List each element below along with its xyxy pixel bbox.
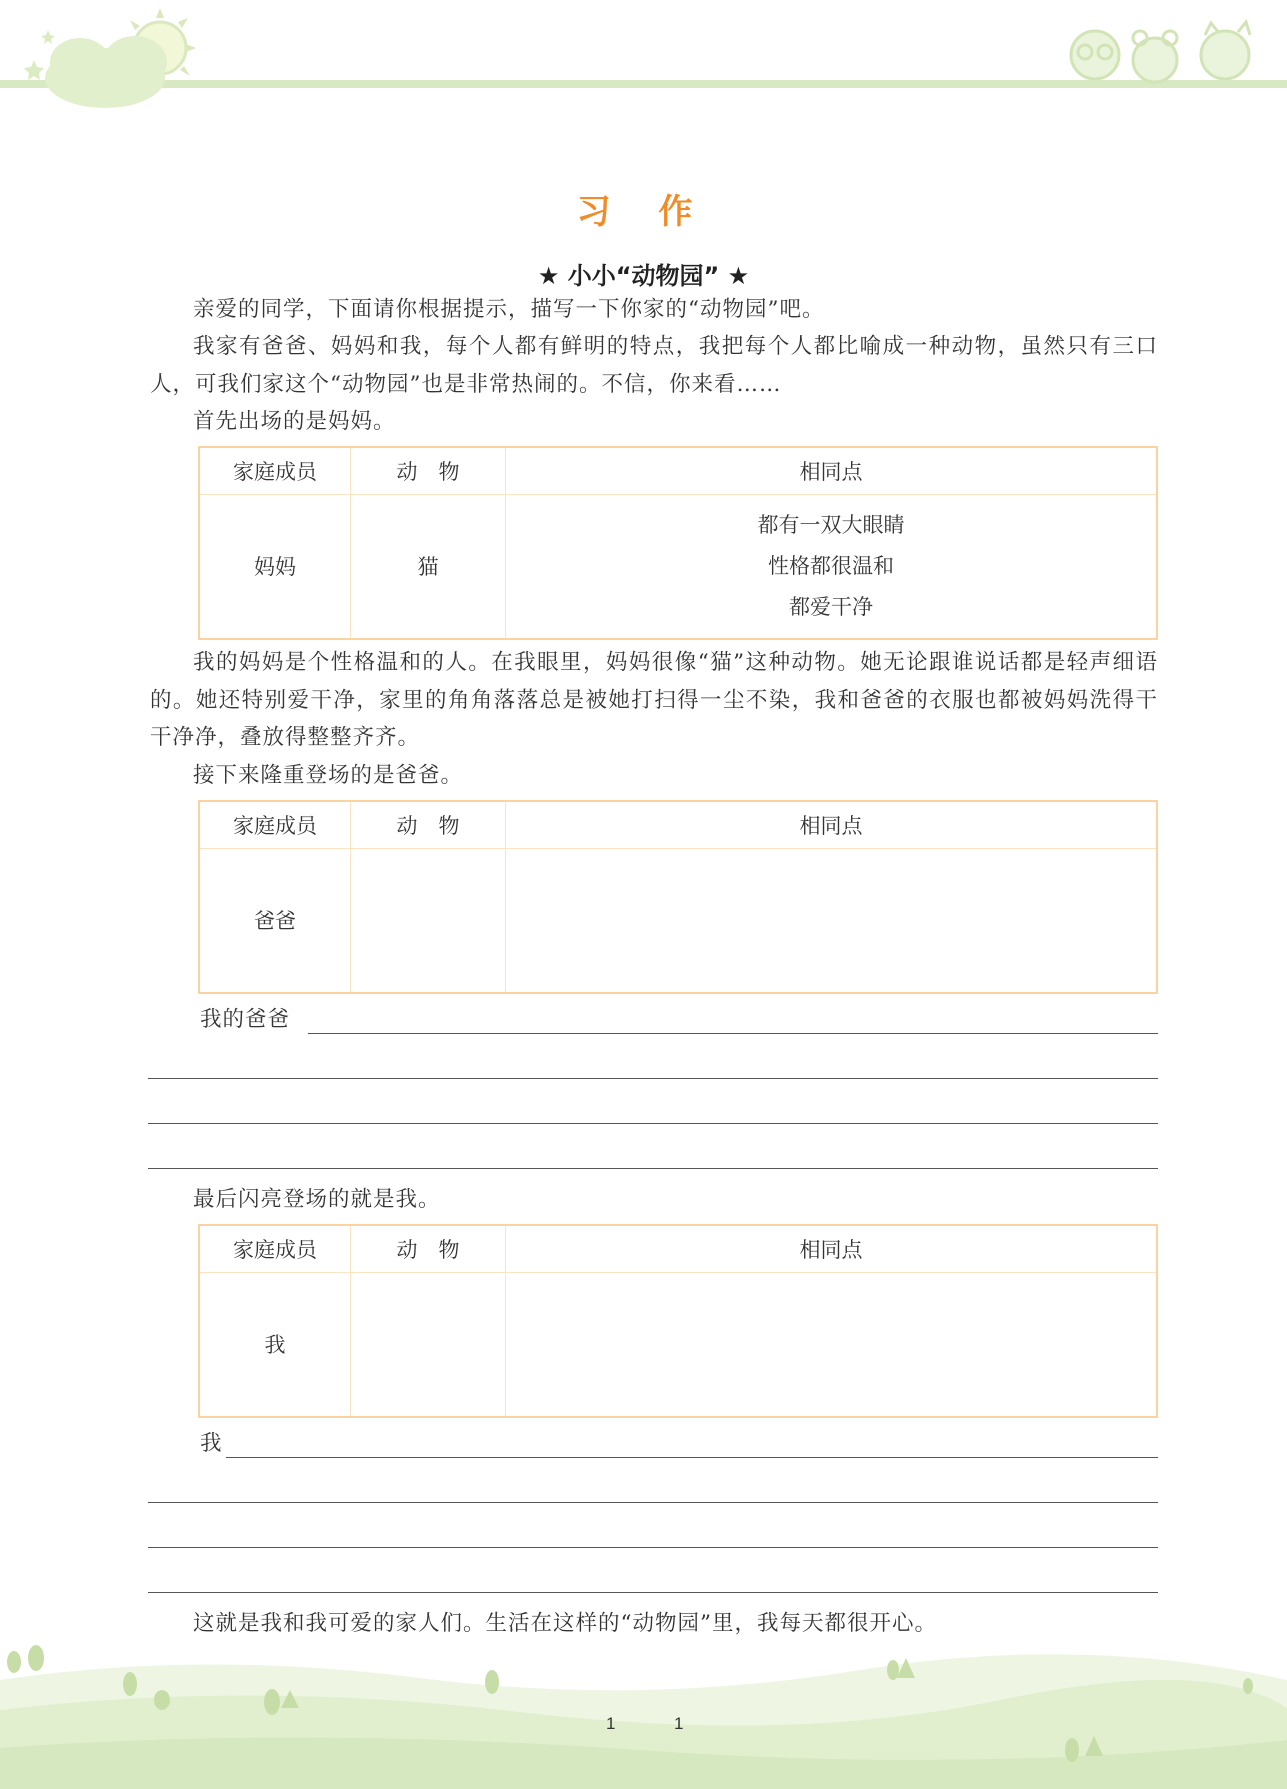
me-writing-prompt: 我 [200,1431,223,1456]
writing-line[interactable] [308,1033,1158,1034]
intro-paragraph-3: 首先出场的是妈妈。 [193,409,396,434]
writing-line[interactable] [148,1078,1158,1079]
animal-faces-icon [1071,22,1250,82]
intro-paragraph-2: 我家有爸爸、妈妈和我，每个人都有鲜明的特点，我把每个人都比喻成一种动物，虽然只有三口人，可我们家这个“动物园”也是非常热闹的。不信，你来看…… [150,334,1158,397]
mom-member-cell: 妈妈 [199,495,351,639]
header-similarity: 相同点 [506,447,1158,495]
dad-animal-cell[interactable] [351,849,506,993]
writing-line[interactable] [148,1123,1158,1124]
me-member-cell: 我 [199,1273,351,1417]
writing-line[interactable] [148,1502,1158,1503]
header-decoration [0,0,1287,120]
me-intro: 最后闪亮登场的就是我。 [193,1187,441,1212]
page-number: 1 [606,1714,616,1733]
intro-paragraph-1: 亲爱的同学，下面请你根据提示，描写一下你家的“动物园”吧。 [193,297,825,322]
me-animal-cell[interactable] [351,1273,506,1417]
similarity-item: 都爱干净 [789,594,873,619]
header-member: 家庭成员 [199,447,351,495]
header-animal: 动 物 [351,447,506,495]
dad-writing-prompt: 我的爸爸 [200,1007,291,1032]
header-animal: 动 物 [351,1225,506,1273]
similarity-item: 都有一双大眼睛 [757,512,905,537]
footer-hills [0,1630,1287,1789]
writing-line[interactable] [148,1547,1158,1548]
header-similarity: 相同点 [506,801,1158,849]
me-similarity-cell[interactable] [506,1273,1158,1417]
page-number: 1 [674,1714,684,1733]
closing-paragraph: 这就是我和我可爱的家人们。生活在这样的“动物园”里，我每天都很开心。 [193,1611,937,1636]
dad-intro: 接下来隆重登场的是爸爸。 [193,763,464,788]
mom-paragraph: 我的妈妈是个性格温和的人。在我眼里，妈妈很像“猫”这种动物。她无论跟谁说话都是轻声细语的。她还特别爱干净，家里的角角落落总是被她打扫得一尘不染，我和爸爸的衣服也都被妈妈洗得干干净净，叠放得整整齐齐。 [150,650,1158,750]
exercise-subtitle: ★ 小小“动物园” ★ [537,262,750,290]
writing-line[interactable] [148,1168,1158,1169]
mom-similarity-cell [506,495,1158,639]
header-similarity: 相同点 [506,1225,1158,1273]
header-member: 家庭成员 [199,801,351,849]
writing-line[interactable] [148,1592,1158,1593]
header-member: 家庭成员 [199,1225,351,1273]
writing-line[interactable] [226,1457,1158,1458]
table-dad [198,800,1158,994]
page-title: 习 作 [576,192,711,232]
cloud-icon [45,36,167,108]
dad-similarity-cell[interactable] [506,849,1158,993]
header-animal: 动 物 [351,801,506,849]
table-me [198,1224,1158,1418]
similarity-item: 性格都很温和 [768,553,894,578]
dad-member-cell: 爸爸 [199,849,351,993]
table-mom [198,446,1158,640]
mom-animal-cell: 猫 [351,495,506,639]
